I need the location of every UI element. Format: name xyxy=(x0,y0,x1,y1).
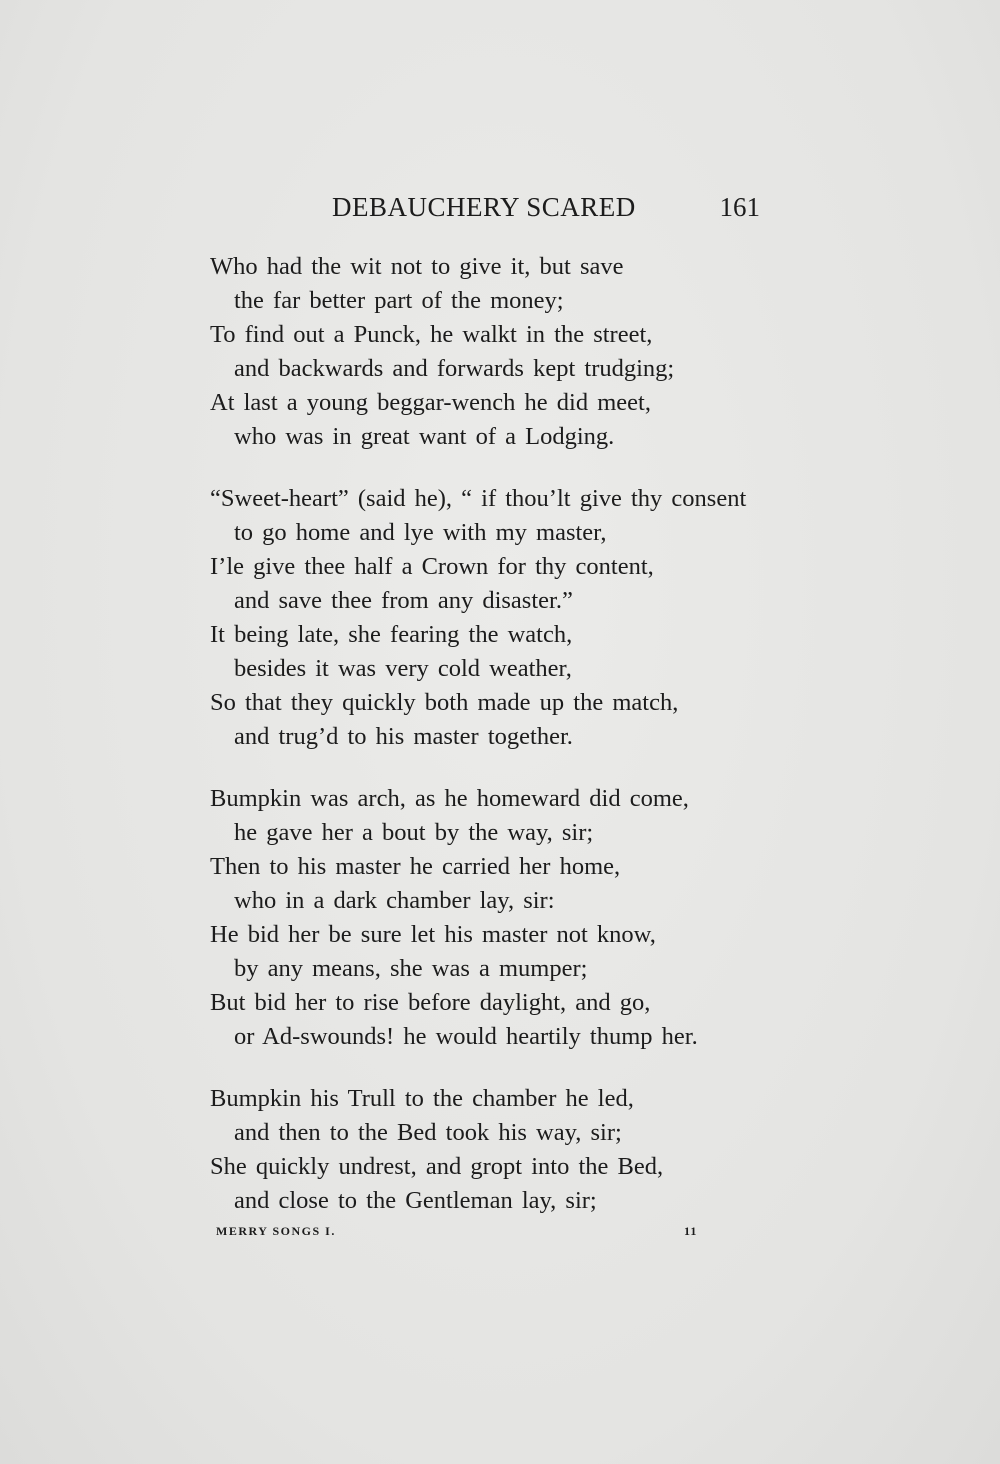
stanza xyxy=(210,250,770,454)
running-head xyxy=(212,190,760,230)
stanza xyxy=(210,782,770,1054)
verse-line: But bid her to rise before daylight, and go, xyxy=(210,989,651,1016)
stanza xyxy=(210,1082,770,1218)
verse-line: Bumpkin his Trull to the chamber he led, xyxy=(210,1085,634,1112)
verse-line: Who had the wit not to give it, but save xyxy=(210,253,624,280)
verse-line: and save thee from any disaster.” xyxy=(234,587,573,614)
verse-line: he gave her a bout by the way, sir; xyxy=(234,819,594,846)
verse-line: who in a dark chamber lay, sir: xyxy=(234,887,555,914)
verse-line: To find out a Punck, he walkt in the street, xyxy=(210,321,653,348)
verse-line: or Ad-swounds! he would heartily thump her. xyxy=(234,1023,698,1050)
verse-line: So that they quickly both made up the match, xyxy=(210,689,679,716)
verse-line: He bid her be sure let his master not know, xyxy=(210,921,656,948)
verse-line: Bumpkin was arch, as he homeward did come, xyxy=(210,785,689,812)
verse-line: She quickly undrest, and gropt into the Bed, xyxy=(210,1153,664,1180)
page-number: 161 xyxy=(719,192,760,222)
verse-line: I’le give thee half a Crown for thy content, xyxy=(210,553,654,580)
verse-line: who was in great want of a Lodging. xyxy=(234,423,615,450)
verse-line: by any means, she was a mumper; xyxy=(234,955,588,982)
verse-line: and then to the Bed took his way, sir; xyxy=(234,1119,622,1146)
poem-body xyxy=(210,250,770,1246)
verse-line: It being late, she fearing the watch, xyxy=(210,621,573,648)
verse-line: the far better part of the money; xyxy=(234,287,564,314)
verse-line: besides it was very cold weather, xyxy=(234,655,572,682)
verse-line: to go home and lye with my master, xyxy=(234,519,607,546)
signature-mark: MERRY SONGS I. xyxy=(216,1224,336,1238)
verse-line: Then to his master he carried her home, xyxy=(210,853,621,880)
stanza xyxy=(210,482,770,754)
verse-line: and close to the Gentleman lay, sir; xyxy=(234,1187,597,1214)
running-title: DEBAUCHERY SCARED xyxy=(332,192,636,222)
verse-line: At last a young beggar-wench he did meet, xyxy=(210,389,651,416)
verse-line: and backwards and forwards kept trudging; xyxy=(234,355,675,382)
signature-number: 11 xyxy=(684,1224,698,1238)
verse-line: and trug’d to his master together. xyxy=(234,723,573,750)
verse-line: “Sweet-heart” (said he), “ if thou’lt give thy consent xyxy=(210,485,747,512)
